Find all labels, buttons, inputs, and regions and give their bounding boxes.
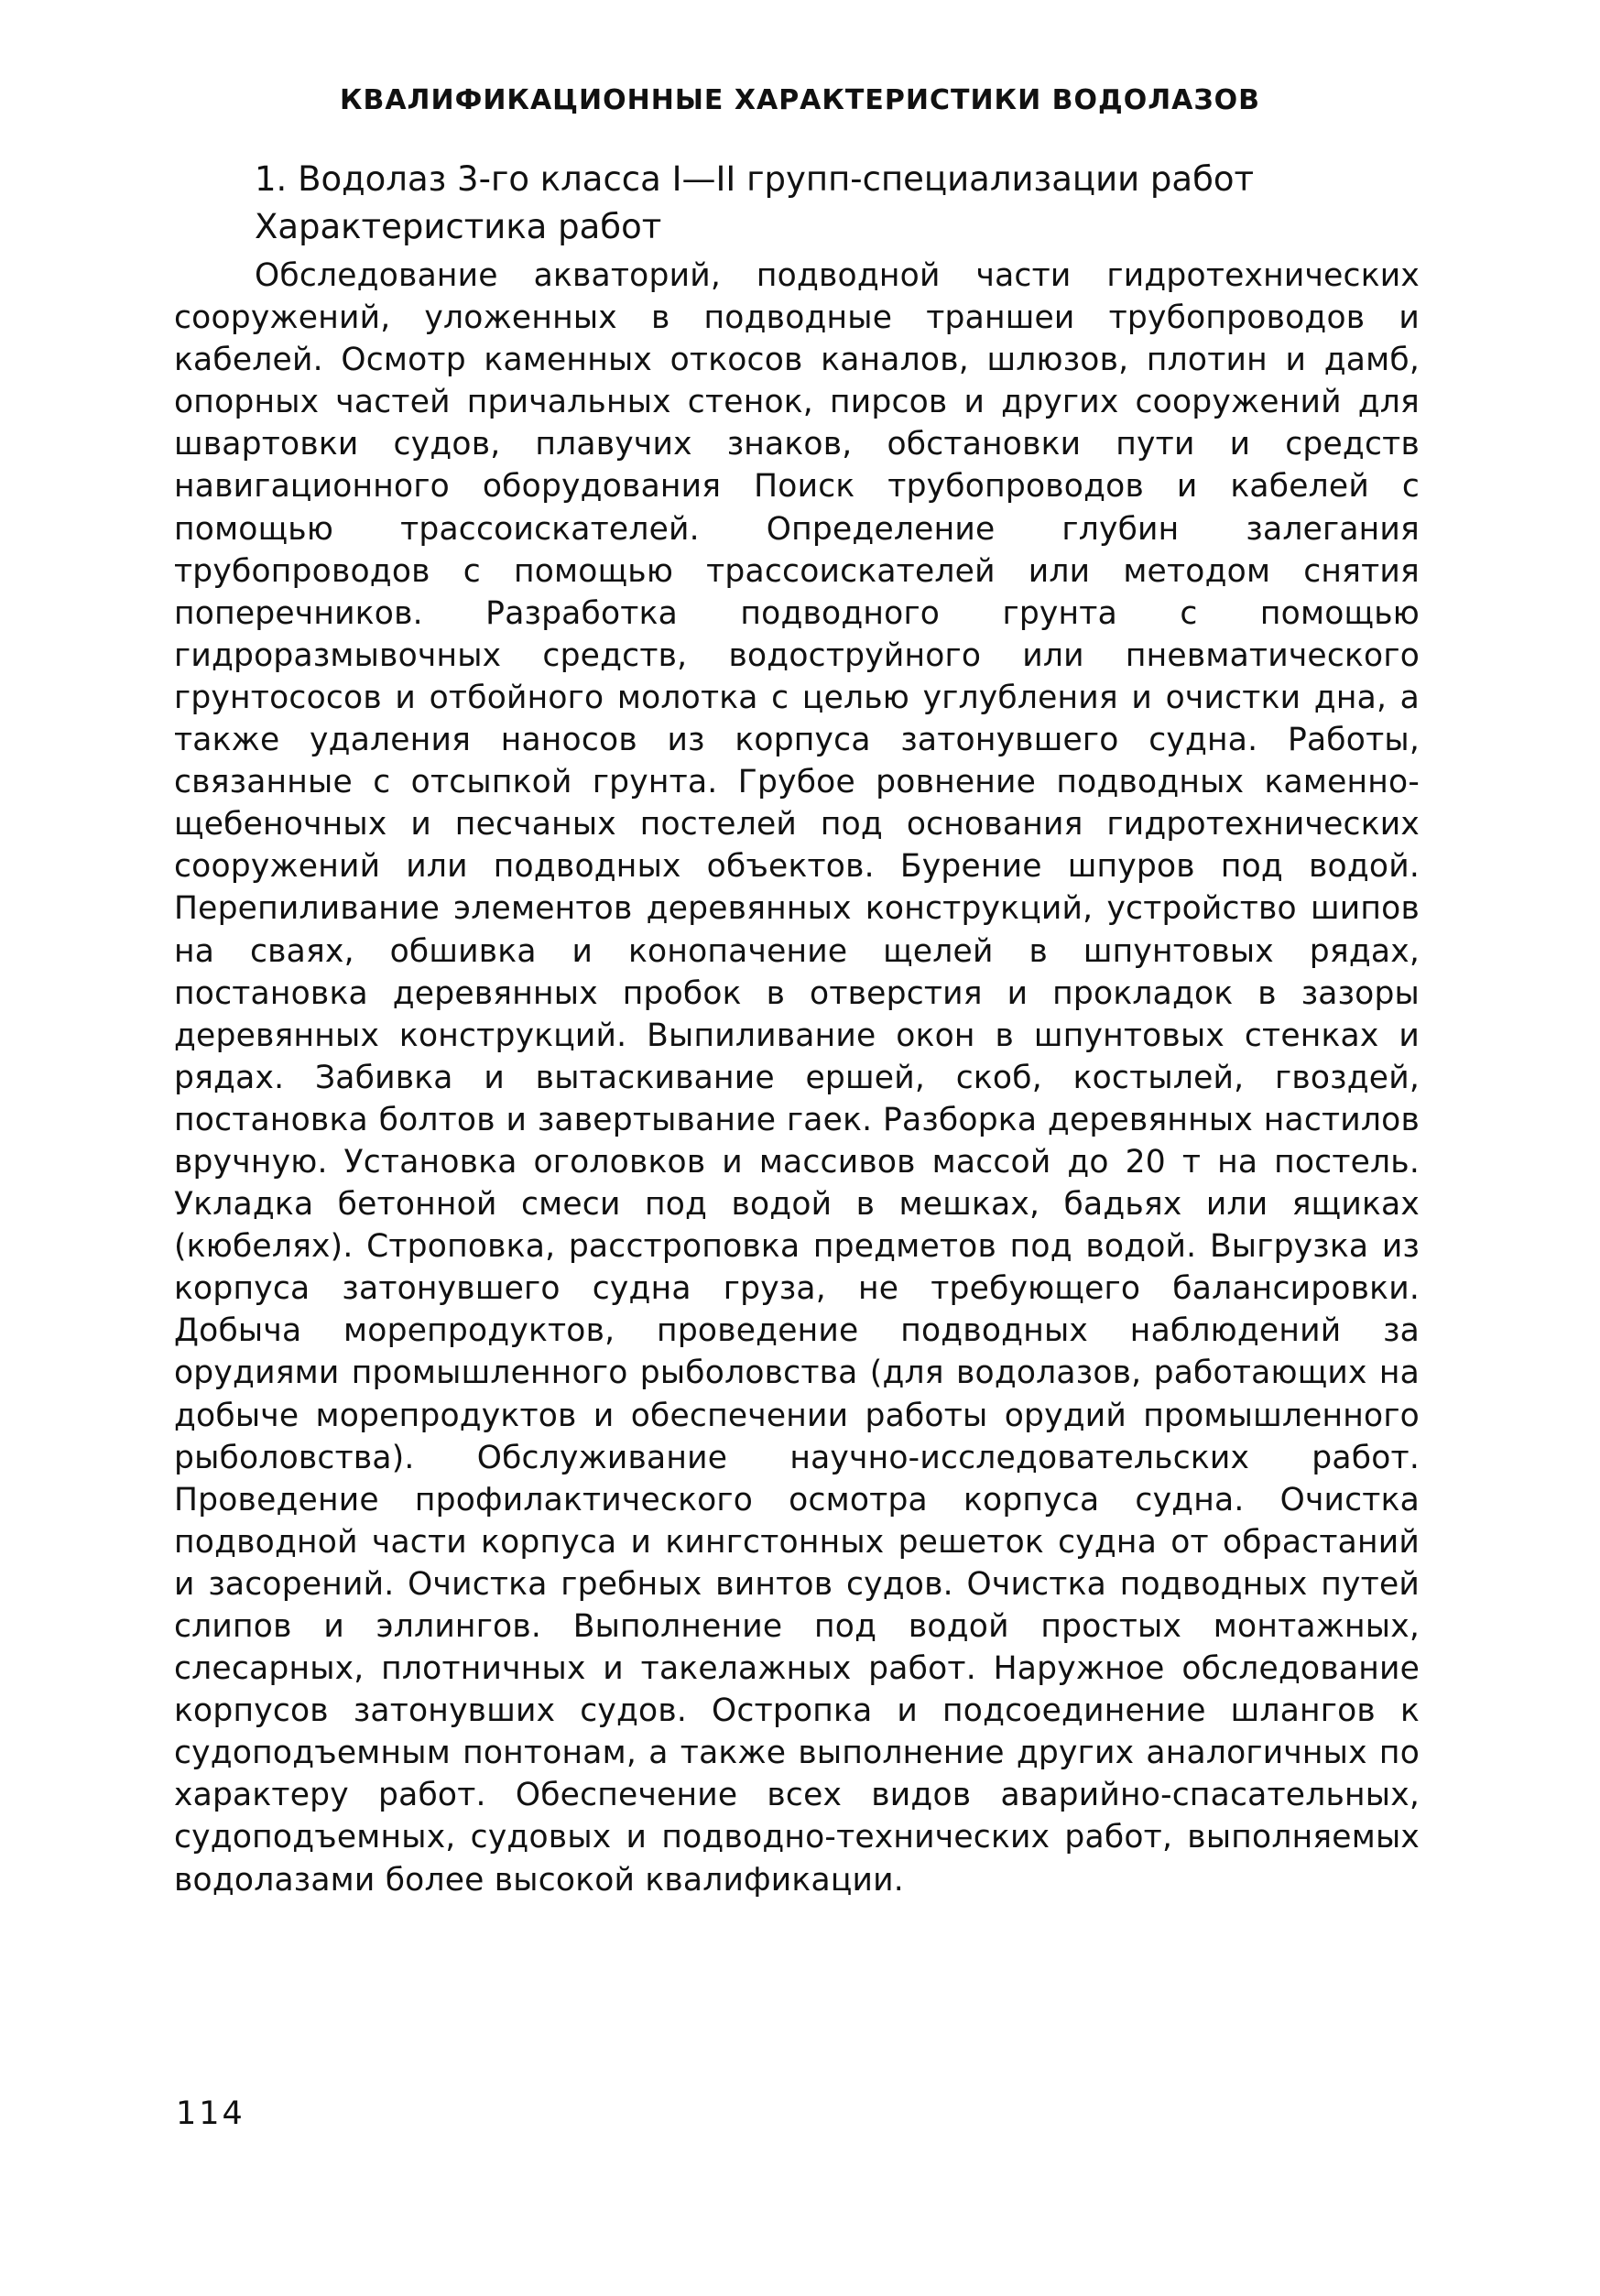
page-content <box>174 156 1420 1901</box>
body-paragraph: Обследование акваторий, подводной части гидротехнических сооружений, уложенных в подводные траншеи трубопроводов и кабелей. Осмотр каменных откосов каналов, шлюзов, плотин и дамб, опорных частей причальных стенок, пирсов и других сооружений для швартовки судов, плавучих знаков, обстановки пути и средств навигационного оборудования Поиск трубопроводов и кабелей с помощью трассоискателей. Определение глубин залегания трубопроводов с помощью трассоискателей или методом снятия поперечников. Разработка подводного грунта с помощью гидроразмывочных средств, водоструйного или пневматического грунтососов и отбойного молотка с целью углубления и очистки дна, а также удаления наносов из корпуса затонувшего судна. Работы, связанные с отсыпкой грунта. Грубое ровнение подводных каменно-щебеночных и песчаных постелей под основания гидротехнических сооружений или подводных объектов. Бурение шпуров под водой. Перепиливание элементов деревянных конструкций, устройство шипов на сваях, обшивка и конопачение щелей в шпунтовых рядах, постановка деревянных пробок в отверстия и прокладок в зазоры деревянных конструкций. Выпиливание окон в шпунтовых стенках и рядах. Забивка и вытаскивание ершей, скоб, костылей, гвоздей, постановка болтов и завертывание гаек. Разборка деревянных настилов вручную. Установка оголовков и массивов массой до 20 т на постель. Укладка бетонной смеси под водой в мешках, бадьях или ящиках (кюбелях). Строповка, расстроповка предметов под водой. Выгрузка из корпуса затонувшего судна груза, не требующего балансировки. Добыча морепродуктов, проведение подводных наблюдений за орудиями промышленного рыболовства (для водолазов, работающих на добыче морепродуктов и обеспечении работы орудий промышленного рыболовства). Обслуживание научно-исследовательских работ. Проведение профилактического осмотра корпуса судна. Очистка подводной части корпуса и кингстонных решеток судна от обрастаний и засорений. Очистка гребных винтов судов. Очистка подводных путей слипов и эллингов. Выполнение под водой простых монтажных, слесарных, плотничных и такелажных работ. Наружное обследование корпусов затонувших судов. Остропка и подсоединение шлангов к судоподъемным понтонам, а также выполнение других аналогичных по характеру работ. Обеспечение всех видов аварийно-спасательных, судоподъемных, судовых и подводно-технических работ, выполняемых водолазами более высокой квалификации. <box>174 257 1420 1899</box>
subsection-title: Характеристика работ <box>255 207 662 246</box>
running-head: КВАЛИФИКАЦИОННЫЕ ХАРАКТЕРИСТИКИ ВОДОЛАЗОВ <box>339 84 1261 116</box>
page-number: 114 <box>176 2095 245 2132</box>
section-title: 1. Водолаз 3-го класса I—II групп-специализации работ <box>255 159 1255 199</box>
